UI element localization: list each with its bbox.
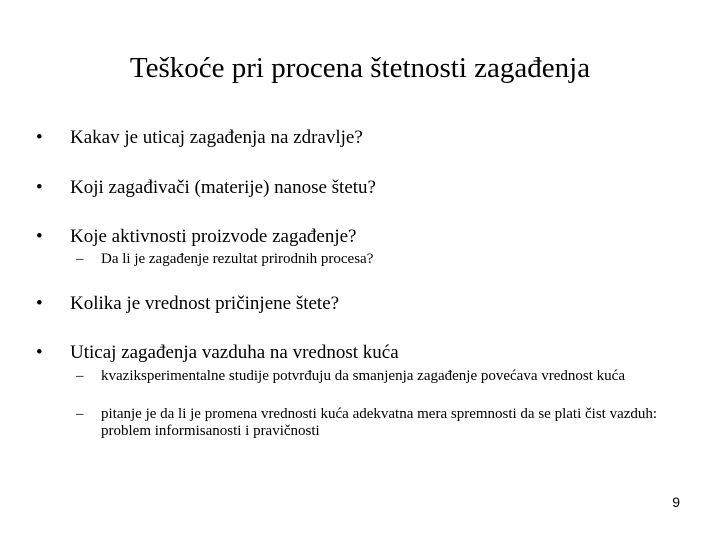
bullet-marker: • <box>36 293 43 314</box>
sub-bullet-marker: – <box>76 406 84 422</box>
sub-bullet-text: Da li je zagađenje rezultat prirodnih procesa? <box>101 251 374 267</box>
page-number: 9 <box>672 494 680 510</box>
sub-bullet-text: pitanje je da li je promena vrednosti kuća adekvatna mera spremnosti da se plati čist vazduh: problem informisanosti i pravičnosti <box>101 406 658 439</box>
bullet-marker: • <box>36 177 43 198</box>
sub-bullet-marker: – <box>76 368 84 384</box>
bullet-item <box>36 226 356 248</box>
sub-bullet-item <box>76 368 681 385</box>
slide-title: Teškoće pri procena štetnosti zagađenja <box>129 52 591 84</box>
sub-bullet-text: kvaziksperimentalne studije potvrđuju da smanjenja zagađenje povećava vrednost kuća <box>101 368 625 384</box>
bullet-marker: • <box>36 127 43 148</box>
bullet-text: Kolika je vrednost pričinjene štete? <box>70 293 340 314</box>
bullet-marker: • <box>36 226 43 247</box>
bullet-text: Kakav je uticaj zagađenja na zdravlje? <box>70 127 363 148</box>
sub-bullet-item <box>76 406 681 440</box>
bullet-item <box>36 177 376 199</box>
bullet-text: Koje aktivnosti proizvode zagađenje? <box>70 226 357 247</box>
sub-bullet-marker: – <box>76 251 84 267</box>
bullet-text: Uticaj zagađenja vazduha na vrednost kuća <box>70 342 399 363</box>
bullet-text: Koji zagađivači (materije) nanose štetu? <box>70 177 376 198</box>
bullet-item <box>36 127 363 149</box>
bullet-item <box>36 293 339 315</box>
bullet-marker: • <box>36 342 43 363</box>
sub-bullet-item <box>76 251 681 268</box>
bullet-item <box>36 342 399 364</box>
